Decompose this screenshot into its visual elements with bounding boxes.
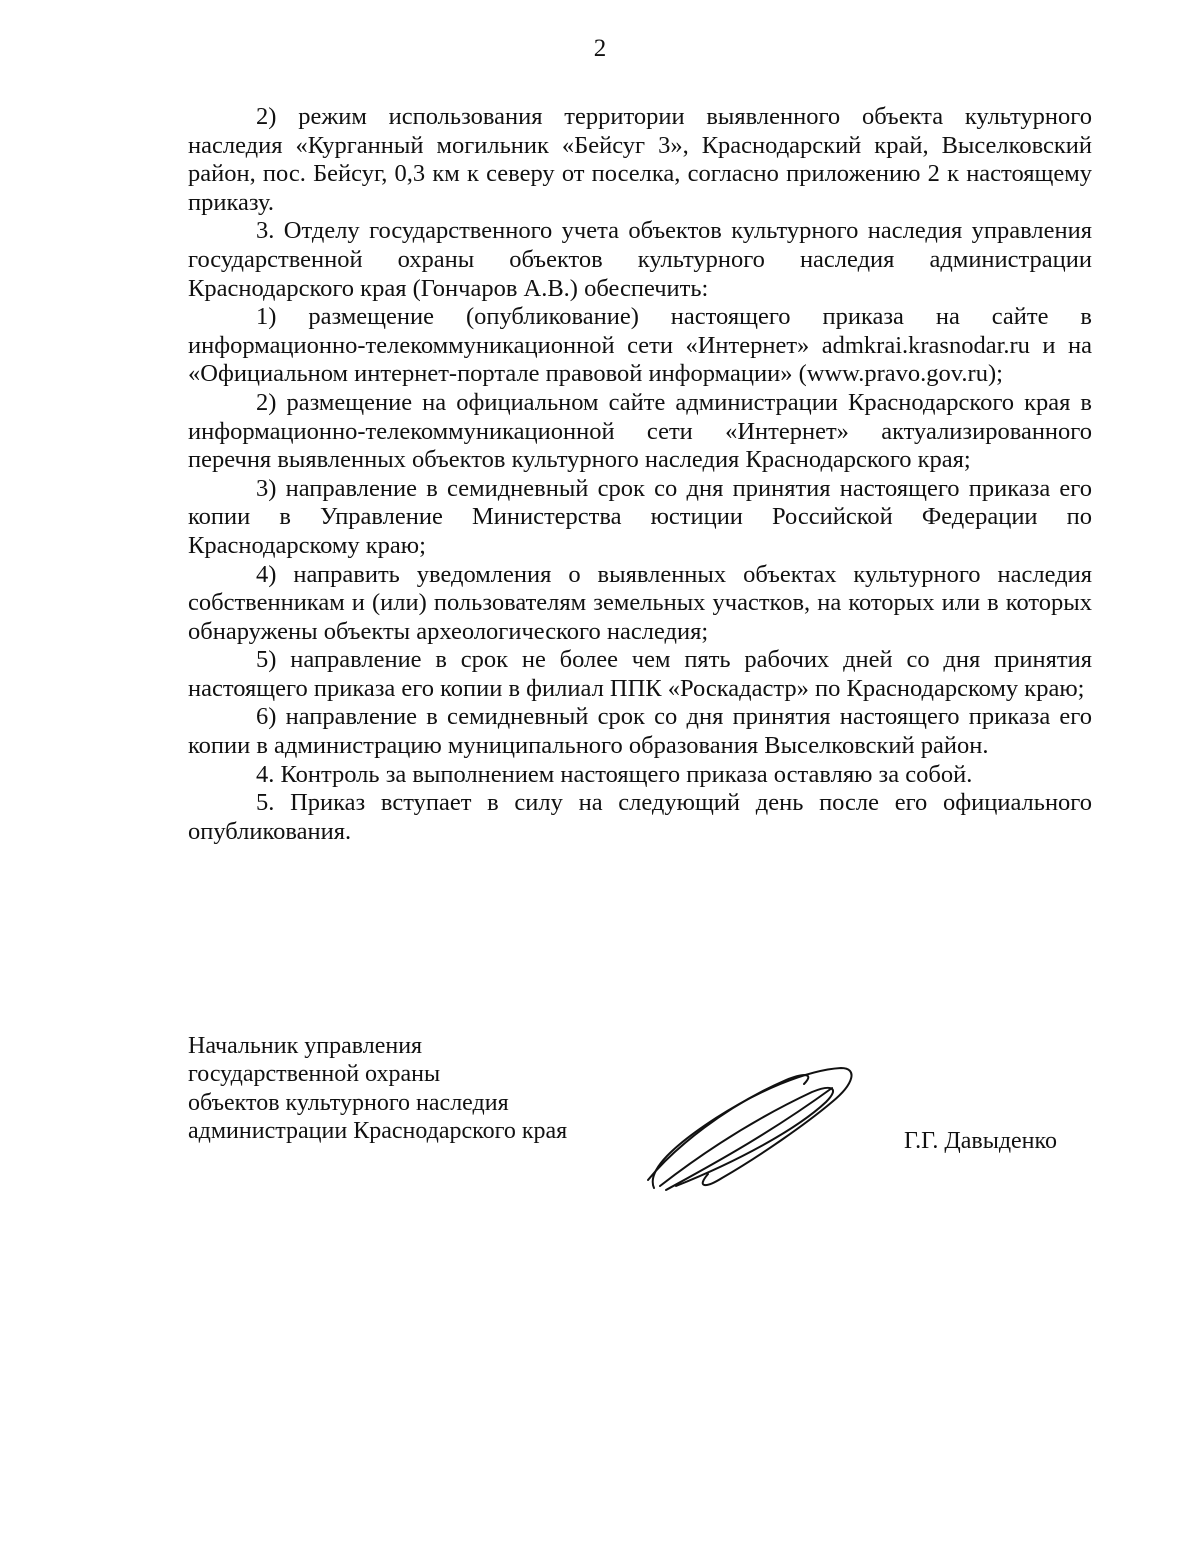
- paragraph-section-3: 3. Отделу государственного учета объектов культурного наследия управления государственной охраны объектов культурного наследия администрации Краснодарского края (Гончаров А.В.) обеспечить:: [188, 217, 1092, 302]
- signatory-title-line: администрации Краснодарского края: [188, 1118, 568, 1145]
- paragraph-item-1-publication: 1) размещение (опубликование) настоящего приказа на сайте в информационно-телекоммуникационной сети «Интернет» admkrai.krasnodar.ru и на «Официальном интернет-портале правовой информации» (www.pravo.gov.ru);: [188, 303, 1092, 388]
- handwritten-signature-icon: [636, 1062, 858, 1192]
- paragraph-item-4-notifications: 4) направить уведомления о выявленных объектах культурного наследия собственникам и (или) пользователям земельных участков, на которых или в которых обнаружены объекты археологического наследия;: [188, 560, 1092, 645]
- document-body: [188, 103, 1092, 846]
- paragraph-item-6-municipality: 6) направление в семидневный срок со дня принятия настоящего приказа его копии в администрацию муниципального образования Выселковский район.: [188, 703, 1092, 760]
- signer-name: Г.Г. Давыденко: [904, 1128, 1057, 1154]
- paragraph-item-2-regime: 2) режим использования территории выявленного объекта культурного наследия «Курганный могильник «Бейсуг 3», Краснодарский край, Выселковский район, пос. Бейсуг, 0,3 км к северу от поселка, согласно приложению 2 к настоящему приказу.: [188, 103, 1092, 216]
- paragraph-section-5: 5. Приказ вступает в силу на следующий день после его официального опубликования.: [188, 789, 1092, 845]
- signatory-title-line: объектов культурного наследия: [188, 1089, 509, 1116]
- signatory-title-line: Начальник управления: [188, 1033, 423, 1059]
- signatory-title-line: государственной охраны: [188, 1061, 441, 1088]
- paragraph-section-4: 4. Контроль за выполнением настоящего приказа оставляю за собой.: [256, 760, 973, 788]
- paragraph-item-2-website: 2) размещение на официальном сайте администрации Краснодарского края в информационно-телекоммуникационной сети «Интернет» актуализированного перечня выявленных объектов культурного наследия Краснодарского края;: [188, 388, 1092, 474]
- signatory-title: [188, 1032, 567, 1146]
- paragraph-item-5-roskadastr: 5) направление в срок не более чем пять рабочих дней со дня принятия настоящего приказа его копии в филиал ППК «Роскадастр» по Краснодарскому краю;: [188, 646, 1092, 702]
- paragraph-item-3-ministry: 3) направление в семидневный срок со дня принятия настоящего приказа его копии в Управление Министерства юстиции Российской Федерации по Краснодарскому краю;: [188, 474, 1092, 559]
- page-number: 2: [593, 35, 607, 62]
